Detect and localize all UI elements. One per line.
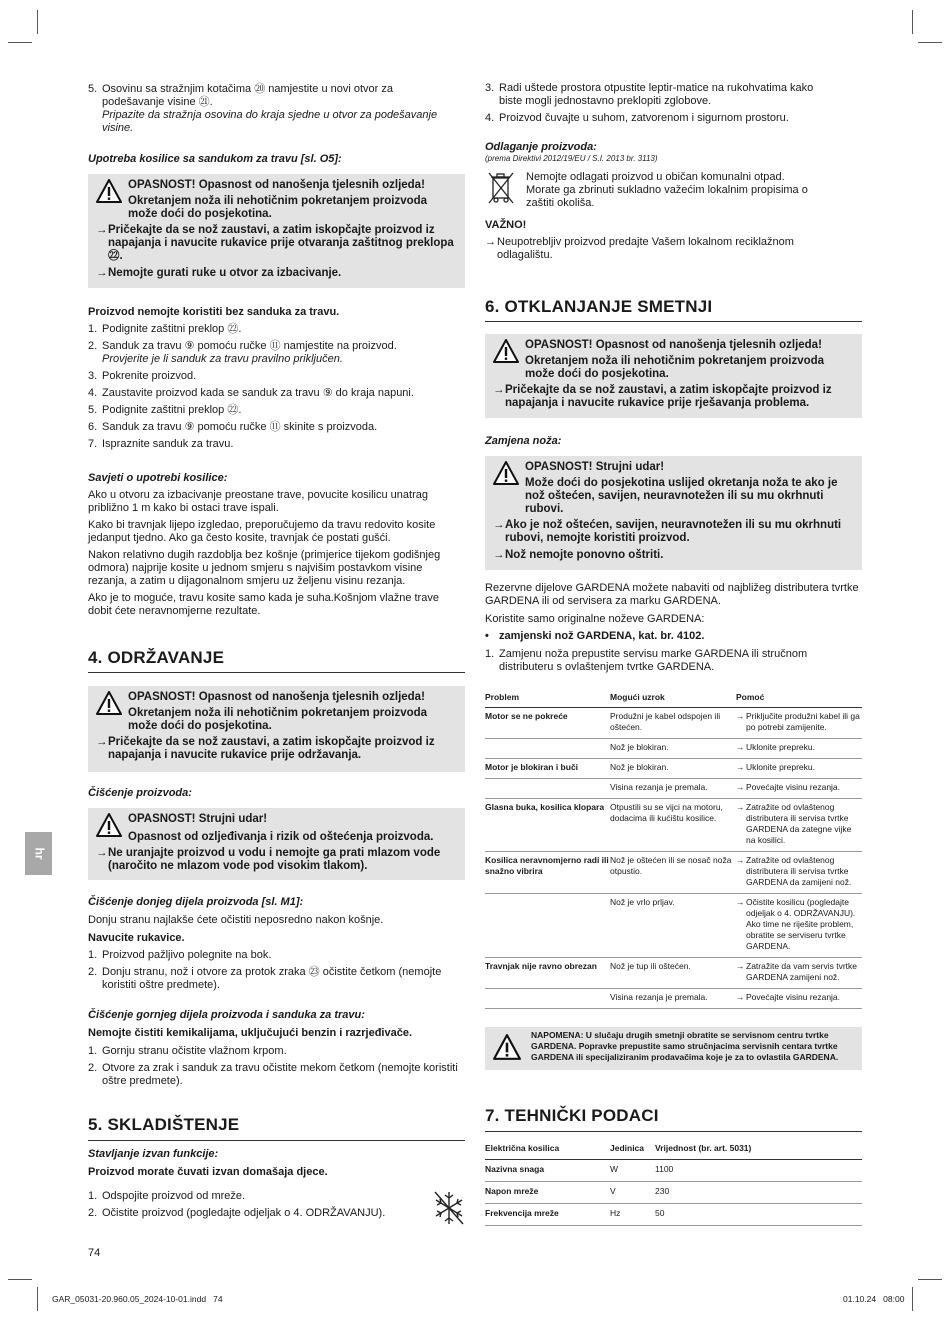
top-steps — [88, 1045, 465, 1088]
crop-mark — [8, 1279, 32, 1280]
cleaning-heading: Čišćenje proizvoda: — [88, 787, 192, 799]
note-box: NAPOMENA: U slučaju drugih smetnji obratite se servisnom centru tvrtke GARDENA. Popravke prepustite samo stručnjacima servisnih centara tvrtke GARDENA ili specijaliziranim prodavačima koje je za to ovlastila GARDENA. — [485, 1027, 862, 1070]
list-item: 2. Donju stranu, nož i otvore za protok zraka ㉓ očistite četkom (nemojte koristiti oštre predmete). — [88, 966, 442, 991]
table-header-row: Problem Mogući uzrok Pomoć — [485, 690, 862, 708]
table-row: Visina rezanja je premala. → Povećajte visinu rezanja. — [485, 989, 862, 1009]
table-row: Motor je blokiran i buči Nož je blokiran. → Uklonite prepreku. — [485, 759, 862, 779]
troubleshooting-table — [485, 690, 862, 1009]
table-header-row: Električna kosilica Jedinica Vrijednost (br. art. 5031) — [485, 1140, 862, 1160]
table-row: Frekvencija mreže Hz 50 — [485, 1204, 862, 1226]
table-row: Visina rezanja je premala. → Povećajte visinu rezanja. — [485, 779, 862, 799]
footer-date: 01.10.24 08:00 — [843, 1294, 905, 1304]
list-item: 1. Gornju stranu očistite vlažnom krpom. — [88, 1045, 287, 1057]
warning-box: OPASNOST! Strujni udar! Opasnost od ozljeđivanja i rizik od oštećenja proizvoda. → Ne uranjajte proizvod u vodu i nemojte ga prati mlazom vode (naročito ne mlazom vode pod visokim tlakom). — [88, 808, 465, 880]
no-chemicals-notice: Nemojte čistiti kemikalijama, uključujući benzin i razrjeđivače. — [88, 1027, 413, 1039]
list-item: 3. Pokrenite proizvod. — [88, 370, 197, 382]
bottom-cleaning-heading: Čišćenje donjeg dijela proizvoda [sl. M1]: — [88, 896, 304, 908]
section-rule — [88, 1140, 465, 1141]
list-item: 3. Radi uštede prostora otpustite leptir-matice na rukohvatima kako biste mogli jednostavno preklopiti zglobove. — [485, 82, 814, 107]
section-4-title: 4. ODRŽAVANJE — [88, 648, 225, 667]
crop-mark — [918, 1279, 942, 1280]
no-box-notice: Proizvod nemojte koristiti bez sanduka za travu. — [88, 306, 340, 318]
crop-mark — [918, 42, 942, 43]
frost-protection-icon — [433, 1190, 465, 1230]
important-note: → Neupotrebljiv proizvod predajte Vašem lokalnom reciklažnom odlagalištu. — [485, 236, 825, 262]
crop-mark — [37, 1287, 38, 1311]
crop-mark — [912, 1287, 913, 1311]
section-rule — [88, 672, 465, 673]
warning-triangle-icon — [493, 461, 525, 516]
warning-box: OPASNOST! Opasnost od nanošenja tjelesnih ozljeda! Okretanjem noža ili nehotičnim pokretanjem proizvoda može doći do posjekotina. → Pričekajte da se nož zaustavi, a zatim iskopčajte proizvod iz napajanja i navucite rukavice prije rješavanja problema. — [485, 334, 862, 418]
children-notice: Proizvod morate čuvati izvan domašaja djece. — [88, 1166, 328, 1178]
section-rule — [485, 1131, 862, 1132]
replace-step: 1. Zamjenu noža prepustite servisu marke GARDENA ili stručnom distributeru s ovlaštenjem tvrtke GARDENA. — [485, 648, 808, 673]
bottom-steps — [88, 949, 458, 992]
section-5-title: 5. SKLADIŠTENJE — [88, 1115, 240, 1134]
table-row: Glasna buka, kosilica klopara Otpustili su se vijci na motoru, dodacima ili kućištu kosilice. → Zatražite od ovlaštenog distributera ili servisa tvrtke GARDENA da zategne vijke na kosilici. — [485, 799, 862, 852]
list-item: 1. Podignite zaštitni preklop ㉒. — [88, 323, 242, 335]
list-item: 6. Sanduk za travu ⑨ pomoću ručke ⑪ skinite s proizvoda. — [88, 421, 378, 433]
section-7-title: 7. TEHNIČKI PODACI — [485, 1106, 659, 1125]
list-item: 1. Proizvod pažljivo polegnite na bok. — [88, 949, 272, 961]
steps-list — [88, 323, 458, 451]
warning-triangle-icon — [96, 691, 128, 733]
warning-box: OPASNOST! Strujni udar! Može doći do posjekotina uslijed okretanja noža te ako je nož oštećen, savijen, neuravnotežen ili su mu okrhnuti rubovi. → Ako je nož oštećen, savijen, neuravnotežen ili su mu okrhnuti rubovi, nemojte koristiti proizvod. → Nož nemojte ponovno oštriti. — [485, 456, 862, 570]
disposal-text: Nemojte odlagati proizvod u običan komunalni otpad. Morate ga zbrinuti sukladno važećim lokalnim propisima o zaštiti okoliša. — [526, 171, 808, 209]
disposal-reference: (prema Direktivi 2012/19/EU / S.I. 2013 br. 3113) — [485, 154, 658, 163]
list-item: 4. Proizvod čuvajte u suhom, zatvorenom i sigurnom prostoru. — [485, 112, 789, 124]
section-6-title: 6. OTKLANJANJE SMETNJI — [485, 297, 713, 316]
warning-box: OPASNOST! Opasnost od nanošenja tjelesnih ozljeda! Okretanjem noža ili nehotičnim pokretanjem proizvoda može doći do posjekotina. → Pričekajte da se nož zaustavi, a zatim iskopčajte proizvod iz napajanja i navucite rukavice prije održavanja. — [88, 686, 465, 772]
warning-triangle-icon — [493, 1030, 531, 1067]
tips-heading: Savjeti o upotrebi kosilice: — [88, 472, 228, 484]
storage-steps — [485, 82, 825, 125]
table-row: Motor se ne pokreće Produžni je kabel odspojen ili oštećen. → Priključite produžni kabel ili ga po potrebi zamijenite. — [485, 708, 862, 739]
warning-box: OPASNOST! Opasnost od nanošenja tjelesnih ozljeda! Okretanjem noža ili nehotičnim pokretanjem proizvoda može doći do posjekotina. → Pričekajte da se nož zaustavi, a zatim iskopčajte proizvod iz napajanja i navucite rukavice prije otvaranja zaštitnog preklopa ㉒. → Nemojte gurati ruke u otvor za izbacivanje. — [88, 174, 465, 288]
page-number: 74 — [88, 1247, 101, 1259]
usage-heading: Upotreba kosilice sa sandukom za travu [sl. O5]: — [88, 153, 342, 165]
gloves-notice: Navucite rukavice. — [88, 932, 185, 944]
replacement-blade: • zamjenski nož GARDENA, kat. br. 4102. — [485, 630, 950, 643]
blade-heading: Zamjena noža: — [485, 435, 562, 447]
crop-mark — [912, 10, 913, 34]
section-rule — [485, 321, 862, 322]
table-row: Nož je blokiran. → Uklonite prepreku. — [485, 739, 862, 759]
table-row: Travnjak nije ravno obrezan Nož je tup ili oštećen. → Zatražite da vam servis tvrtke GARDENA zamijeni nož. — [485, 958, 862, 989]
table-row: Nož je vrlo prljav. → Očistite kosilicu (pogledajte odjeljak o 4. ODRŽAVANJU). Ako time ne riješite problem, obratite se serviseru tvrtke GARDENA. — [485, 894, 862, 958]
list-item: 2. Otvore za zrak i sanduk za travu očistite mekom četkom (nemojte koristiti oštre predmete). — [88, 1062, 458, 1087]
decommission-steps — [88, 1190, 418, 1220]
warning-triangle-icon — [493, 339, 525, 381]
list-item: 1. Odspojite proizvod od mreže. — [88, 1190, 246, 1202]
tips: Ako u otvoru za izbacivanje preostane trave, povucite kosilicu unatrag približno 1 m kako bi ostaci trave ispali. Kako bi travnjak lijepo izgledao, preporučujemo da travu redovito kosite jedanput tjedno. Ako ga često kosite, travnjak će postati gušći. Nakon relativno dugih razdoblja bez košnje (primjerice tijekom godišnjeg odmora) najprije kosite u jednom smjeru s najvišim postavkom visine rezanja, a zatim u dijagonalnom smjeru uz željenu visinu rezanja. Ako je to moguće, travu kosite samo kada je suha.Košnjom vlažne trave dobit ćete neravnomjerne rezultate. — [88, 489, 441, 617]
important-label: VAŽNO! — [485, 219, 527, 231]
top-cleaning-heading: Čišćenje gornjeg dijela proizvoda i sanduka za travu: — [88, 1009, 365, 1021]
original-blades-text: Koristite samo originalne noževe GARDENA: — [485, 613, 705, 625]
warning-triangle-icon — [96, 179, 128, 221]
crop-mark — [37, 10, 38, 34]
list-item: 2. Sanduk za travu ⑨ pomoću ručke ⑪ namjestite na proizvod. Provjerite je li sanduk za travu pravilno priključen. — [88, 340, 397, 365]
list-item: 7. Ispraznite sanduk za travu. — [88, 438, 234, 450]
table-row: Kosilica neravnomjerno radi ili snažno vibrira Nož je oštećen ili se nosač noža otpustio. → Zatražite od ovlaštenog distributera ili servisa tvrtke GARDENA da zamijeni nož. — [485, 852, 862, 894]
decommission-heading: Stavljanje izvan funkcije: — [88, 1148, 219, 1160]
table-row: Napon mreže V 230 — [485, 1182, 862, 1204]
weee-bin-icon — [486, 170, 516, 210]
step-5: 5. Osovinu sa stražnjim kotačima ⑳ namjestite u novi otvor za podešavanje visine ㉑. Pripazite da stražnja osovina do kraja sjedne u otvor za podešavanje visine. — [88, 83, 438, 134]
language-tab: hr — [25, 832, 52, 875]
technical-data-table — [485, 1140, 862, 1226]
spare-parts-text: Rezervne dijelove GARDENA možete nabaviti od najbližeg distributera tvrtke GARDENA ili od servisera za marku GARDENA. — [485, 582, 859, 607]
bottom-cleaning-text: Donju stranu najlakše ćete očistiti neposredno nakon košnje. — [88, 914, 384, 926]
list-item: 4. Zaustavite proizvod kada se sanduk za travu ⑨ do kraja napuni. — [88, 387, 414, 399]
footer-file: GAR_05031-20.960.05_2024-10-01.indd 74 — [52, 1294, 223, 1304]
crop-mark — [8, 42, 32, 43]
disposal-heading: Odlaganje proizvoda: — [485, 141, 597, 153]
warning-triangle-icon — [96, 813, 128, 844]
list-item: 2. Očistite proizvod (pogledajte odjeljak o 4. ODRŽAVANJU). — [88, 1207, 386, 1219]
list-item: 5. Podignite zaštitni preklop ㉒. — [88, 404, 242, 416]
table-row: Nazivna snaga W 1100 — [485, 1160, 862, 1182]
